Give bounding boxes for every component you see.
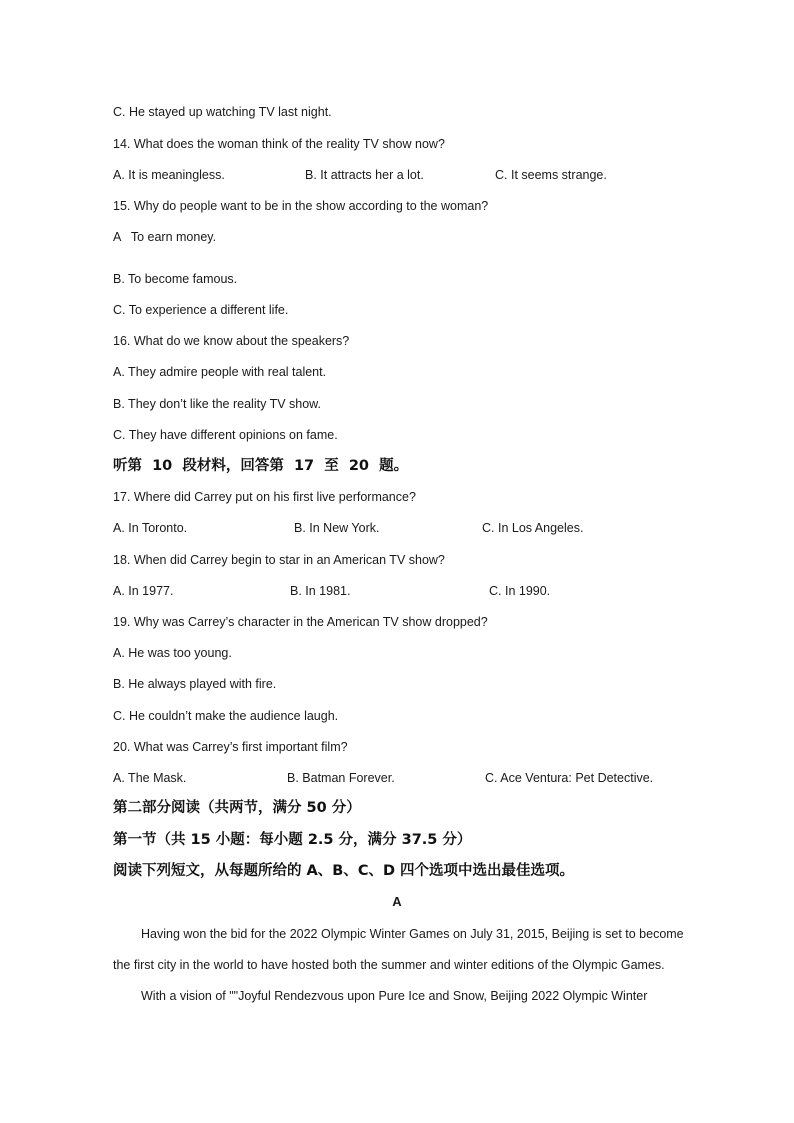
q14-option-c: C. It seems strange. <box>495 168 607 182</box>
passage-line: the first city in the world to have hosted both the summer and winter editions of the Olympic Games. <box>113 958 665 972</box>
q13-option-c: C. He stayed up watching TV last night. <box>113 105 332 119</box>
q14-option-b: B. It attracts her a lot. <box>305 168 424 182</box>
passage-label: A <box>392 894 402 909</box>
q19-option-a: A. He was too young. <box>113 646 232 660</box>
section-one-title: 第一节（共 15 小题：每小题 2.5 分，满分 37.5 分） <box>113 832 472 848</box>
section-10-heading: 听第 10 段材料，回答第 17 至 20 题。 <box>113 458 409 474</box>
reading-instruction: 阅读下列短文，从每题所给的 A、B、C、D 四个选项中选出最佳选项。 <box>113 863 575 879</box>
q20-option-a: A. The Mask. <box>113 771 187 785</box>
q14-option-a: A. It is meaningless. <box>113 168 225 182</box>
q16-option-c: C. They have different opinions on fame. <box>113 428 338 442</box>
q17-option-b: B. In New York. <box>294 521 380 535</box>
q19-option-b: B. He always played with fire. <box>113 677 277 691</box>
passage-line: With a vision of ""Joyful Rendezvous upon Pure Ice and Snow, Beijing 2022 Olympic Winter <box>141 989 648 1003</box>
q19-question: 19. Why was Carrey’s character in the American TV show dropped? <box>113 615 488 629</box>
q16-option-a: A. They admire people with real talent. <box>113 365 327 379</box>
q17-option-c: C. In Los Angeles. <box>482 521 584 535</box>
q18-option-c: C. In 1990. <box>489 584 551 598</box>
q18-option-b: B. In 1981. <box>290 584 351 598</box>
q15-question: 15. Why do people want to be in the show according to the woman? <box>113 199 489 213</box>
q20-option-c: C. Ace Ventura: Pet Detective. <box>485 771 654 785</box>
q15-option-c: C. To experience a different life. <box>113 303 289 317</box>
q20-option-b: B. Batman Forever. <box>287 771 395 785</box>
part-two-title: 第二部分阅读（共两节，满分 50 分） <box>113 800 361 816</box>
q17-option-a: A. In Toronto. <box>113 521 188 535</box>
q14-question: 14. What does the woman think of the reality TV show now? <box>113 137 445 151</box>
passage-line: Having won the bid for the 2022 Olympic Winter Games on July 31, 2015, Beijing is set to become <box>141 927 684 941</box>
q16-option-b: B. They don’t like the reality TV show. <box>113 397 321 411</box>
q17-question: 17. Where did Carrey put on his first live performance? <box>113 490 416 504</box>
q20-question: 20. What was Carrey’s first important film? <box>113 740 348 754</box>
q18-option-a: A. In 1977. <box>113 584 174 598</box>
q18-question: 18. When did Carrey begin to star in an American TV show? <box>113 553 445 567</box>
q19-option-c: C. He couldn’t make the audience laugh. <box>113 709 339 723</box>
q16-question: 16. What do we know about the speakers? <box>113 334 350 348</box>
q15-option-b: B. To become famous. <box>113 272 238 286</box>
q15-option-a: A To earn money. <box>113 230 217 244</box>
